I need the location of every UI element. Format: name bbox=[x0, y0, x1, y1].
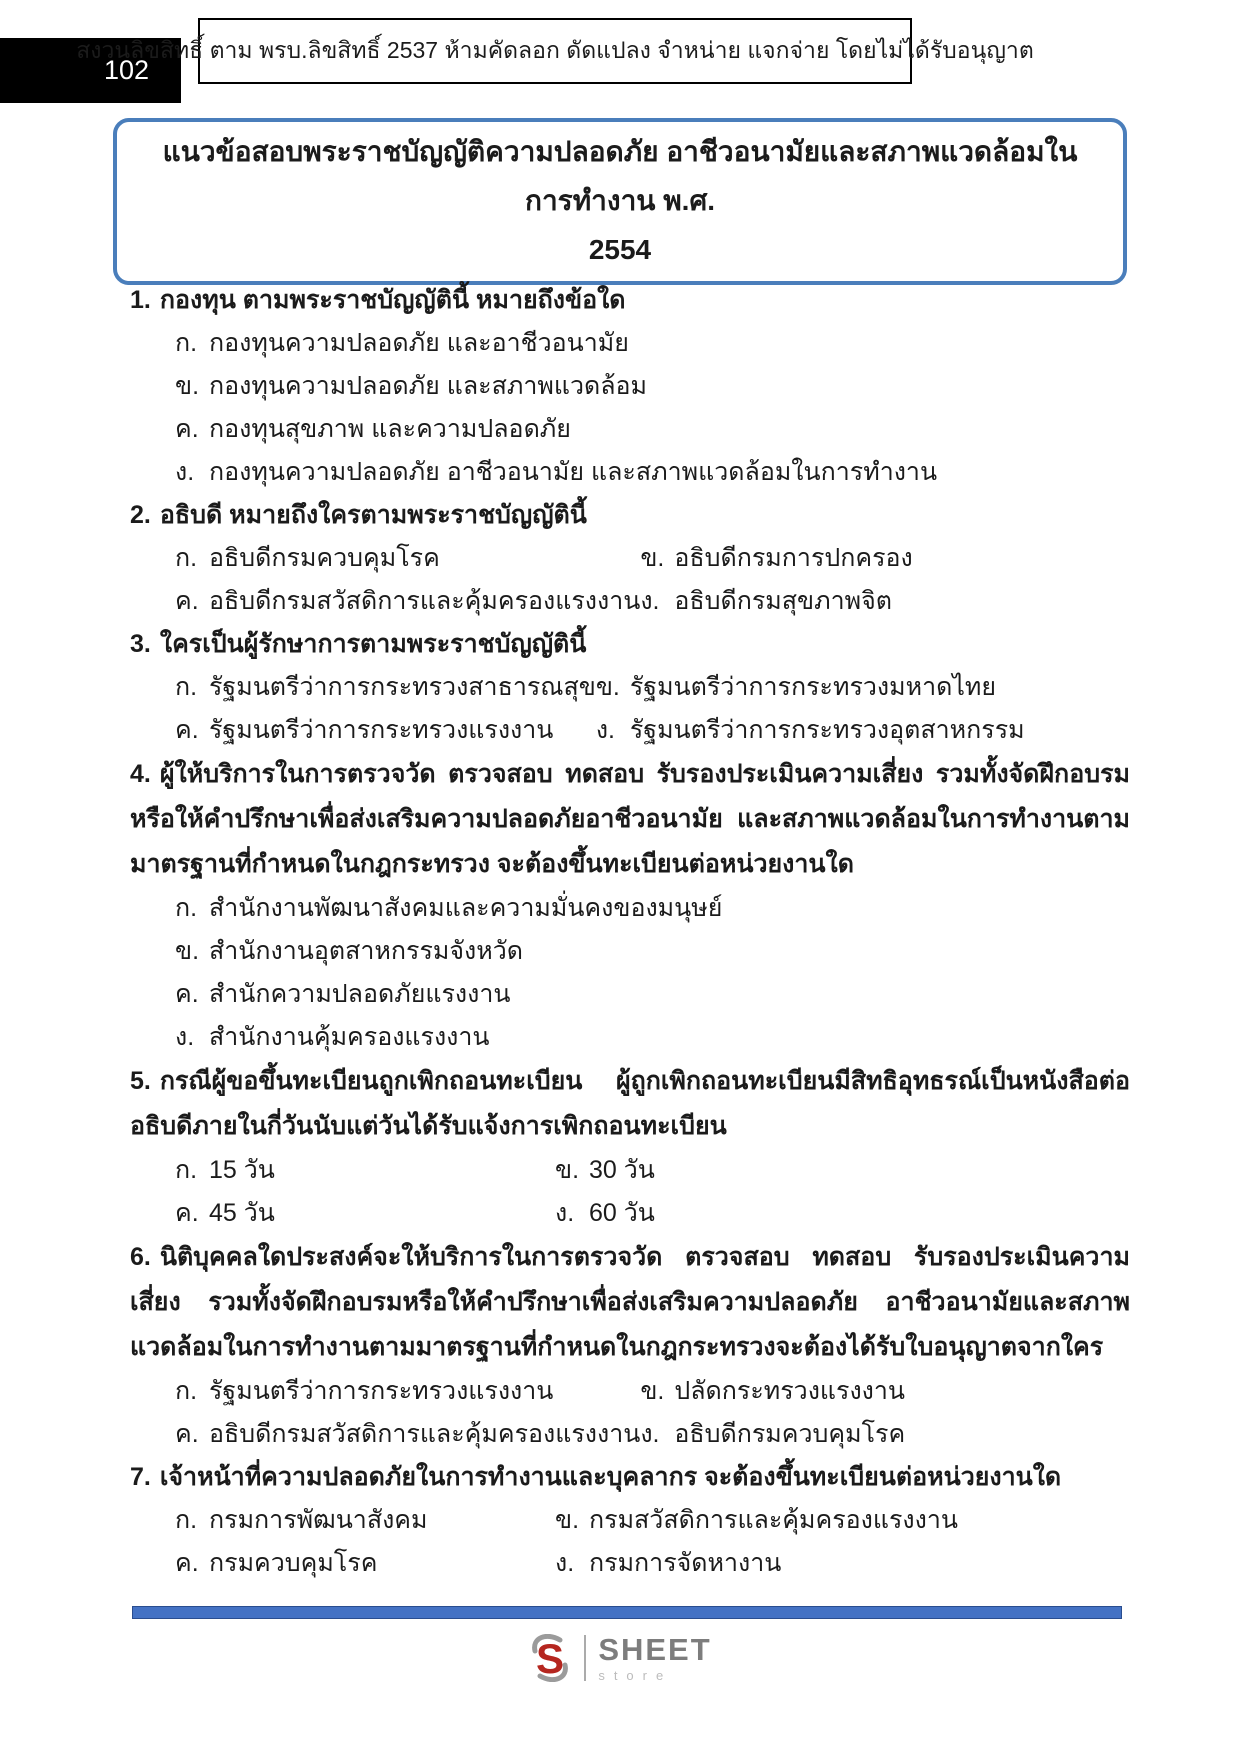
question-number: 6. bbox=[130, 1243, 151, 1271]
question-number: 7. bbox=[130, 1463, 151, 1491]
question-stem bbox=[130, 1235, 1130, 1370]
choice-text: สำนักงานอุตสาหกรรมจังหวัด bbox=[209, 937, 523, 965]
question-stem bbox=[130, 1456, 1130, 1499]
question-1 bbox=[130, 279, 1130, 494]
choice-text: กองทุนความปลอดภัย และสภาพแวดล้อม bbox=[209, 372, 648, 400]
choice-text: 15 วัน bbox=[209, 1156, 275, 1184]
choice-label: ข. bbox=[595, 673, 620, 701]
question-text: อธิบดี หมายถึงใครตามพระราชบัญญัตินี้ bbox=[159, 501, 587, 529]
choices-list bbox=[130, 666, 1130, 752]
choice-label: ข. bbox=[640, 1377, 665, 1405]
choice-b bbox=[640, 1370, 1130, 1413]
choice-text: อธิบดีกรมการปกครอง bbox=[674, 544, 913, 572]
question-number: 2. bbox=[130, 501, 151, 529]
choice-text: อธิบดีกรมสวัสดิการและคุ้มครองแรงงาน bbox=[209, 587, 641, 615]
choice-a bbox=[175, 1149, 555, 1192]
choice-label: ค. bbox=[175, 415, 199, 443]
choice-b bbox=[555, 1499, 1130, 1542]
choice-label: ค. bbox=[175, 1420, 199, 1448]
question-text: กองทุน ตามพระราชบัญญัตินี้ หมายถึงข้อใด bbox=[159, 286, 626, 314]
question-stem bbox=[130, 494, 1130, 537]
choice-a bbox=[175, 322, 1130, 365]
choice-a bbox=[175, 1499, 555, 1542]
question-4 bbox=[130, 752, 1130, 1059]
choice-a bbox=[175, 1370, 640, 1413]
choice-text: 60 วัน bbox=[589, 1199, 655, 1227]
choice-label: ก. bbox=[175, 1377, 198, 1405]
choice-text: กองทุนความปลอดภัย อาชีวอนามัย และสภาพแวดล้อมในการทำงาน bbox=[209, 458, 938, 486]
question-number: 3. bbox=[130, 630, 151, 658]
choice-d bbox=[640, 1413, 1130, 1456]
question-number: 5. bbox=[130, 1067, 151, 1095]
choice-label: ก. bbox=[175, 329, 198, 357]
choice-b bbox=[640, 537, 1130, 580]
choice-label: ก. bbox=[175, 544, 198, 572]
question-5 bbox=[130, 1059, 1130, 1235]
brand-subtitle: store bbox=[598, 1668, 673, 1683]
question-3 bbox=[130, 623, 1130, 752]
choice-d bbox=[175, 1016, 1130, 1059]
question-text: ใครเป็นผู้รักษาการตามพระราชบัญญัตินี้ bbox=[159, 630, 587, 658]
choice-c bbox=[175, 408, 1130, 451]
svg-text:S: S bbox=[536, 1635, 565, 1682]
choice-text: สำนักงานคุ้มครองแรงงาน bbox=[209, 1023, 490, 1051]
choice-c bbox=[175, 973, 1130, 1016]
question-text: นิติบุคคลใดประสงค์จะให้บริการในการตรวจวัด ตรวจสอบ ทดสอบ รับรองประเมินความเสี่ยง รวมทั้งจัดฝึกอบรมหรือให้คำปรึกษาเพื่อส่งเสริมความปลอดภัย อาชีวอนามัยและสภาพแวดล้อมในการทำงานตามมาตรฐานที่กำหนดในกฎกระทรวงจะต้องได้รับใบอนุญาตจากใคร bbox=[130, 1243, 1130, 1361]
choice-text: สำนักความปลอดภัยแรงงาน bbox=[209, 980, 511, 1008]
choice-text: 45 วัน bbox=[209, 1199, 275, 1227]
choice-c bbox=[175, 1542, 555, 1585]
choice-text: รัฐมนตรีว่าการกระทรวงแรงงาน bbox=[209, 1377, 554, 1405]
choices-list bbox=[130, 1370, 1130, 1456]
choice-text: รัฐมนตรีว่าการกระทรวงมหาดไทย bbox=[629, 673, 997, 701]
choice-d bbox=[640, 580, 1130, 623]
brand-name: SHEET bbox=[598, 1632, 712, 1667]
question-stem bbox=[130, 279, 1130, 322]
choice-label: ค. bbox=[175, 587, 199, 615]
question-text: กรณีผู้ขอขึ้นทะเบียนถูกเพิกถอนทะเบียน ผู้ถูกเพิกถอนทะเบียนมีสิทธิอุทธรณ์เป็นหนังสือต่ออธิบดีภายในกี่วันนับแต่วันได้รับแจ้งการเพิกถอนทะเบียน bbox=[130, 1067, 1130, 1140]
question-stem bbox=[130, 752, 1130, 887]
logo-separator bbox=[584, 1635, 586, 1681]
choice-label: ข. bbox=[175, 372, 200, 400]
choice-d bbox=[555, 1542, 1130, 1585]
choice-text: อธิบดีกรมสุขภาพจิต bbox=[674, 587, 892, 615]
choice-text: กองทุนความปลอดภัย และอาชีวอนามัย bbox=[209, 329, 629, 357]
choice-label: ข. bbox=[555, 1156, 580, 1184]
footer-divider-bar bbox=[132, 1606, 1122, 1619]
choice-text: 30 วัน bbox=[589, 1156, 655, 1184]
choice-b bbox=[175, 365, 1130, 408]
choice-text: รัฐมนตรีว่าการกระทรวงสาธารณสุข bbox=[209, 673, 596, 701]
question-6 bbox=[130, 1235, 1130, 1456]
choice-label: ก. bbox=[175, 673, 198, 701]
choices-list bbox=[130, 322, 1130, 494]
choice-label: ก. bbox=[175, 894, 198, 922]
choice-label: ง. bbox=[640, 587, 660, 615]
choice-label: ง. bbox=[555, 1549, 575, 1577]
choice-text: กรมสวัสดิการและคุ้มครองแรงงาน bbox=[589, 1506, 958, 1534]
choice-label: ข. bbox=[175, 937, 200, 965]
choices-list bbox=[130, 537, 1130, 623]
choice-d bbox=[596, 709, 1130, 752]
choice-text: สำนักงานพัฒนาสังคมและความมั่นคงของมนุษย์ bbox=[209, 894, 723, 922]
question-stem bbox=[130, 1059, 1130, 1149]
choice-label: ก. bbox=[175, 1506, 198, 1534]
choices-list bbox=[130, 1499, 1130, 1585]
exam-title-line1: แนวข้อสอบพระราชบัญญัติความปลอดภัย อาชีวอนามัยและสภาพแวดล้อมในการทำงาน พ.ศ. bbox=[162, 136, 1078, 216]
choices-list bbox=[130, 887, 1130, 1059]
sheet-store-logo bbox=[0, 1634, 1240, 1683]
choice-label: ก. bbox=[175, 1156, 198, 1184]
choice-label: ง. bbox=[555, 1199, 575, 1227]
logo-wordmark bbox=[598, 1634, 711, 1683]
choice-label: ง. bbox=[175, 458, 195, 486]
choice-text: กรมการจัดหางาน bbox=[589, 1549, 782, 1577]
choice-a bbox=[175, 537, 640, 580]
choice-label: ข. bbox=[640, 544, 665, 572]
choice-c bbox=[175, 1192, 555, 1235]
choice-text: รัฐมนตรีว่าการกระทรวงแรงงาน bbox=[209, 716, 554, 744]
choice-text: กรมควบคุมโรค bbox=[209, 1549, 378, 1577]
question-7 bbox=[130, 1456, 1130, 1585]
copyright-text: สงวนลิขสิทธิ์ ตาม พรบ.ลิขสิทธิ์ 2537 ห้ามคัดลอก ดัดแปลง จำหน่าย แจกจ่าย โดยไม่ได้รับอนุญาต bbox=[76, 37, 1034, 63]
choice-label: ง. bbox=[595, 716, 615, 744]
choice-text: อธิบดีกรมสวัสดิการและคุ้มครองแรงงาน bbox=[209, 1420, 641, 1448]
choice-d bbox=[555, 1192, 1130, 1235]
choice-label: ค. bbox=[175, 1549, 199, 1577]
choice-c bbox=[175, 1413, 640, 1456]
choice-label: ง. bbox=[175, 1023, 195, 1051]
questions-area bbox=[130, 279, 1130, 1585]
choice-label: ค. bbox=[175, 716, 199, 744]
choice-text: อธิบดีกรมควบคุมโรค bbox=[209, 544, 440, 572]
choice-text: ปลัดกระทรวงแรงงาน bbox=[674, 1377, 905, 1405]
question-2 bbox=[130, 494, 1130, 623]
choice-label: ค. bbox=[175, 1199, 199, 1227]
question-text: ผู้ให้บริการในการตรวจวัด ตรวจสอบ ทดสอบ รับรองประเมินความเสี่ยง รวมทั้งจัดฝึกอบรมหรือให้คำปรึกษาเพื่อส่งเสริมความปลอดภัยอาชีวอนามัย และสภาพแวดล้อมในการทำงานตามมาตรฐานที่กำหนดในกฎกระทรวง จะต้องขึ้นทะเบียนต่อหน่วยงานใด bbox=[130, 760, 1130, 878]
choice-a bbox=[175, 666, 596, 709]
choice-b bbox=[555, 1149, 1130, 1192]
exam-title-line2: 2554 bbox=[588, 234, 652, 265]
choice-b bbox=[175, 930, 1130, 973]
question-stem bbox=[130, 623, 1130, 666]
logo-s-icon bbox=[528, 1634, 572, 1682]
page-number: 102 bbox=[103, 55, 149, 85]
choice-text: กองทุนสุขภาพ และความปลอดภัย bbox=[209, 415, 571, 443]
choice-c bbox=[175, 580, 640, 623]
choice-a bbox=[175, 887, 1130, 930]
question-text: เจ้าหน้าที่ความปลอดภัยในการทำงานและบุคลากร จะต้องขึ้นทะเบียนต่อหน่วยงานใด bbox=[159, 1463, 1062, 1491]
choice-text: รัฐมนตรีว่าการกระทรวงอุตสาหกรรม bbox=[629, 716, 1025, 744]
choice-label: ข. bbox=[555, 1506, 580, 1534]
choice-text: อธิบดีกรมควบคุมโรค bbox=[674, 1420, 906, 1448]
choices-list bbox=[130, 1149, 1130, 1235]
choice-b bbox=[596, 666, 1130, 709]
exam-title-box bbox=[113, 118, 1127, 285]
choice-d bbox=[175, 451, 1130, 494]
question-number: 1. bbox=[130, 286, 151, 314]
choice-label: ง. bbox=[640, 1420, 660, 1448]
choice-label: ค. bbox=[175, 980, 199, 1008]
choice-text: กรมการพัฒนาสังคม bbox=[209, 1506, 428, 1534]
question-number: 4. bbox=[130, 760, 151, 788]
choice-c bbox=[175, 709, 596, 752]
